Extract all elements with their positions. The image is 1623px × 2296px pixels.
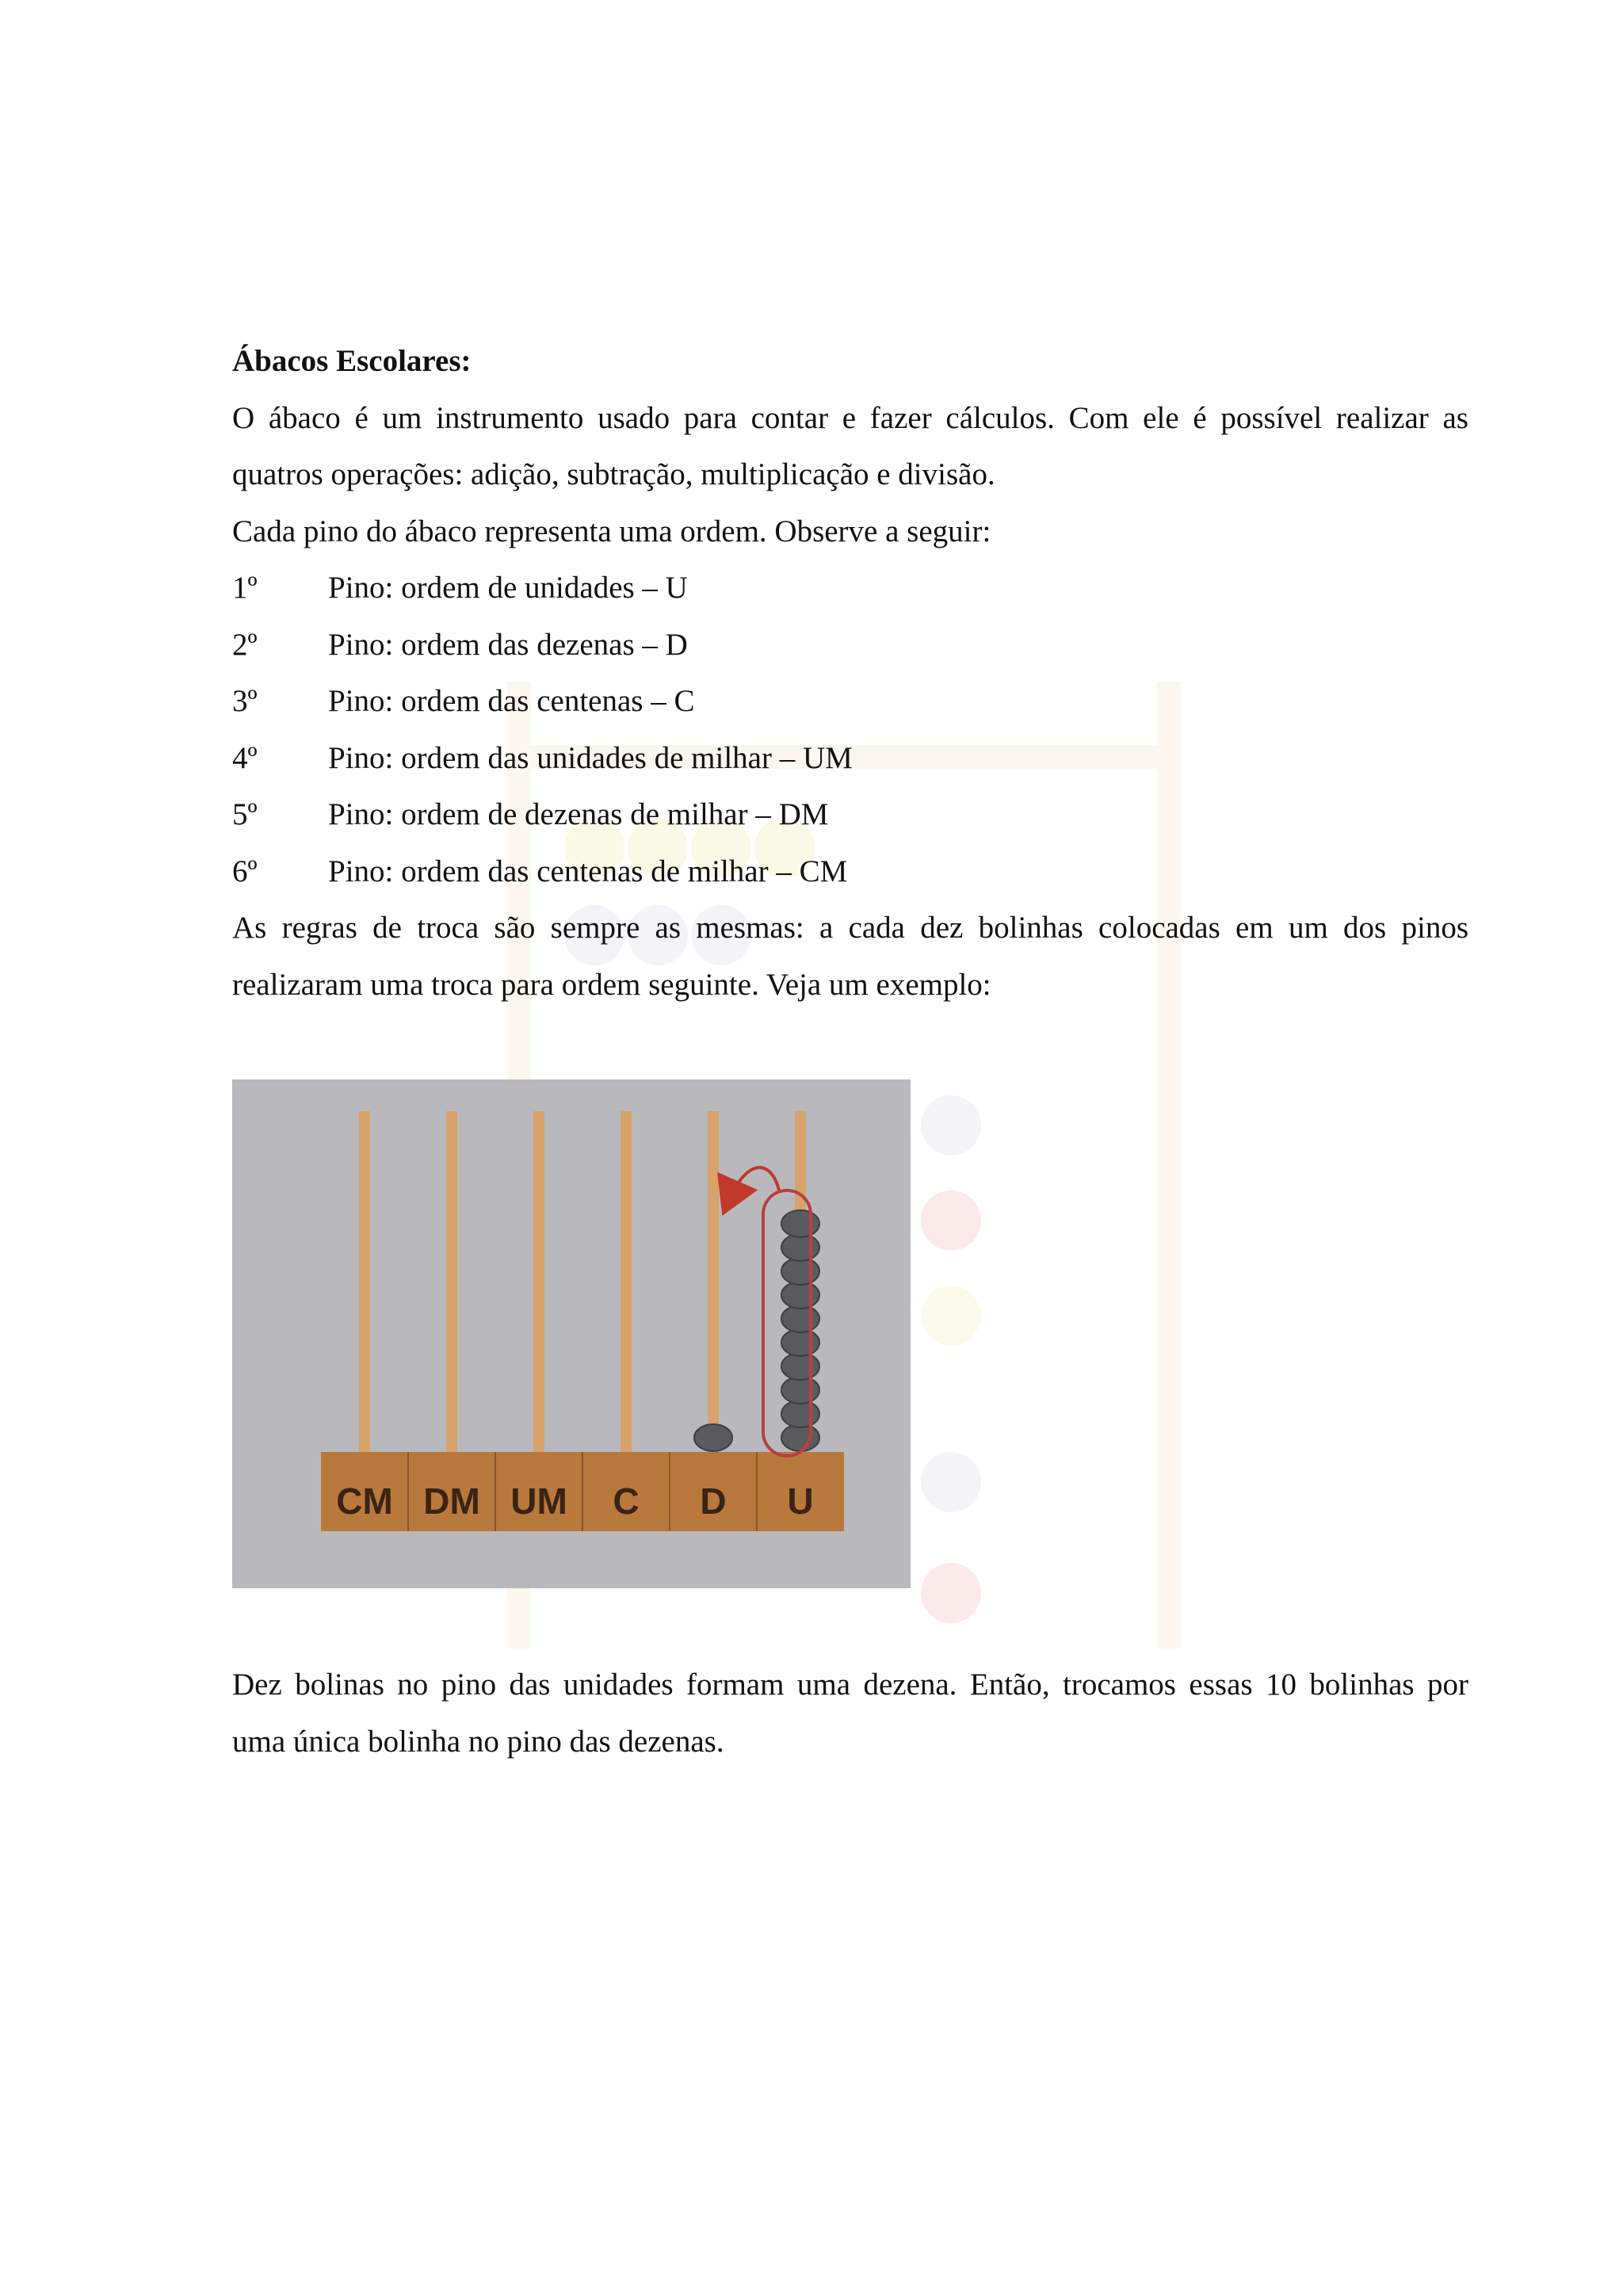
abacus-rod-cm bbox=[359, 1111, 370, 1452]
list-item-number: 4º bbox=[232, 740, 258, 775]
list-item bbox=[232, 673, 1468, 730]
abacus-label-dm: DM bbox=[423, 1480, 480, 1522]
list-item bbox=[232, 843, 1468, 900]
abacus-bead-u bbox=[781, 1400, 819, 1427]
abacus-rod-um bbox=[533, 1111, 544, 1452]
document-body bbox=[232, 333, 1468, 1013]
carry-arrow bbox=[730, 1167, 779, 1198]
abacus-bead-u bbox=[781, 1377, 819, 1404]
rules-line-1: As regras de troca são sempre as mesmas: a cada dez bolinhas colocadas em um dos pinos bbox=[232, 911, 1468, 945]
list-item bbox=[232, 786, 1468, 843]
closing-line-1: Dez bolinas no pino das unidades formam uma dezena. Então, trocamos essas 10 bolinhas por bbox=[232, 1668, 1468, 1702]
abacus-label-d: D bbox=[700, 1480, 727, 1522]
list-item-text: Pino: ordem das dezenas – D bbox=[328, 627, 688, 662]
abacus-figure bbox=[232, 1079, 911, 1588]
page-title: Ábacos Escolares: bbox=[232, 344, 472, 378]
list-item-number: 6º bbox=[232, 854, 258, 888]
abacus-bead-d bbox=[694, 1424, 732, 1451]
list-item-text: Pino: ordem de dezenas de milhar – DM bbox=[328, 797, 829, 831]
list-item bbox=[232, 560, 1468, 617]
abacus-rod-dm bbox=[446, 1111, 457, 1452]
intro-line-3: Cada pino do ábaco representa uma ordem. Observe a seguir: bbox=[232, 514, 991, 548]
abacus-label-cm: CM bbox=[336, 1480, 393, 1522]
abacus-bead-u bbox=[781, 1305, 819, 1332]
abacus-illustration bbox=[232, 1079, 911, 1588]
abacus-label-u: U bbox=[787, 1480, 814, 1522]
abacus-rod-c bbox=[621, 1111, 632, 1452]
abacus-bead-u bbox=[781, 1353, 819, 1380]
abacus-label-c: C bbox=[613, 1480, 640, 1522]
list-item-number: 1º bbox=[232, 571, 258, 605]
abacus-label-um: UM bbox=[510, 1480, 567, 1522]
intro-line-2: quatros operações: adição, subtração, multiplicação e divisão. bbox=[232, 457, 995, 491]
abacus-bead-u bbox=[781, 1210, 819, 1237]
abacus-bead-u bbox=[781, 1258, 819, 1285]
abacus-bead-u bbox=[781, 1282, 819, 1308]
abacus-bead-u bbox=[781, 1234, 819, 1261]
abacus-bead-u bbox=[781, 1424, 819, 1451]
list-item-number: 3º bbox=[232, 684, 258, 718]
intro-line-1: O ábaco é um instrumento usado para contar e fazer cálculos. Com ele é possível realizar as bbox=[232, 400, 1468, 435]
list-item-text: Pino: ordem das centenas de milhar – CM bbox=[328, 854, 848, 888]
closing-line-2: uma única bolinha no pino das dezenas. bbox=[232, 1724, 724, 1759]
list-item bbox=[232, 617, 1468, 674]
list-item-text: Pino: ordem das unidades de milhar – UM bbox=[328, 740, 853, 775]
abacus-rod-d bbox=[708, 1111, 719, 1452]
list-item-number: 5º bbox=[232, 797, 258, 831]
list-item-text: Pino: ordem das centenas – C bbox=[328, 684, 695, 718]
list-item-text: Pino: ordem de unidades – U bbox=[328, 571, 688, 605]
list-item-number: 2º bbox=[232, 627, 258, 662]
rules-line-2: realizaram uma troca para ordem seguinte. Veja um exemplo: bbox=[232, 967, 991, 1002]
closing-paragraph bbox=[232, 1656, 1468, 1770]
list-item bbox=[232, 730, 1468, 787]
abacus-bead-u bbox=[781, 1329, 819, 1356]
